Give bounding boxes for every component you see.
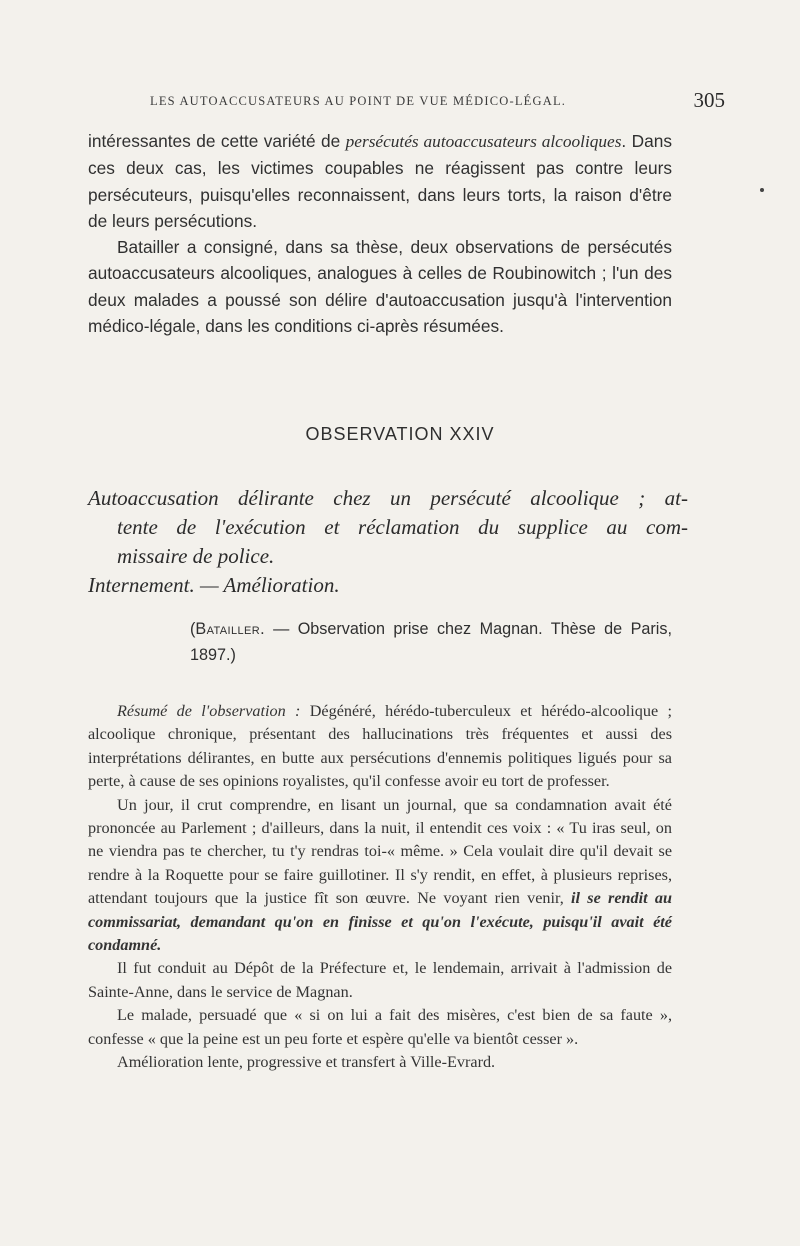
observation-title-line: Internement. — Amélioration. [88,573,340,597]
summary-paragraph-2: Un jour, il crut comprendre, en lisant un journal, que sa condamnation avait été prononcée au Parlement ; d'ailleurs, dans la nuit, il entendit ces voix : « Tu iras seul, on ne viendra pas te chercher, tu t'y rendras toi-« même. » Cela voulait dire qu'il devait se rendre à la Roquette pour se faire guillotiner. Il s'y rendit, en effet, à plusieurs reprises, attendant toujours que la justice fît son œuvre. Ne voyant rien venir, il se rendit au commissariat, demandant qu'on en finisse et qu'on l'exécute, puisqu'il avait été condamné. [88,795,673,955]
page-number: 305 [693,88,725,112]
summary-paragraph-3: Il fut conduit au Dépôt de la Préfecture et, le lendemain, arrivait à l'admission de Sainte-Anne, dans le service de Magnan. [88,959,672,1001]
observation-source: (Batailler. — Observation prise chez Magnan. Thèse de Paris, 1897.) [190,620,672,664]
observation-title-line: missaire de police. [117,544,275,568]
summary-emphasis: il se rendit au commissariat, demandant qu'on en finisse et qu'on l'exécute, puisqu'il avait été condamné. [88,889,673,955]
observation-summary [88,700,672,1075]
running-header: LES AUTOACCUSATEURS AU POINT DE VUE MÉDICO-LÉGAL. [150,94,567,108]
intro-italic-term: persécutés autoaccusateurs alcooliques [345,132,622,151]
observation-title [88,484,688,600]
summary-paragraph-5: Amélioration lente, progressive et transfert à Ville-Evrard. [117,1053,496,1072]
intro-paragraph-2: Batailler a consigné, dans sa thèse, deux observations de persécutés autoaccusateurs alcooliques, analogues à celles de Roubinowitch ; l'un des deux malades a poussé son délire d'autoaccusation jusqu'à l'intervention médico-légale, dans les conditions ci-après résumées. [88,237,672,337]
intro-text [88,128,672,339]
summary-paragraph-1: Résumé de l'observation : Dégénéré, hérédo-tuberculeux et hérédo-alcoolique ; alcoolique chronique, présentant des hallucinations très fréquentes et aussi des interprétations délirantes, en butte aux persécutions d'ennemis politiques ligués pour sa perte, à cause de ses opinions royalistes, qu'il confesse avoir eu tort de professer. [88,702,672,791]
observation-title-line: tente de l'exécution et réclamation du supplice au com- [117,515,688,539]
observation-title-line: Autoaccusation délirante chez un persécuté alcoolique ; at- [88,486,688,510]
intro-paragraph-1: intéressantes de cette variété de persécutés autoaccusateurs alcooliques. Dans ces deux cas, les victimes coupables ne réagissent pas contre leurs persécuteurs, puisqu'elles reconnaissent, dans leurs torts, la raison d'être de leurs persécutions. [88,131,672,231]
summary-label: Résumé de l'observation : [117,702,301,720]
source-author: Batailler [195,620,261,638]
summary-paragraph-4: Le malade, persuadé que « si on lui a fait des misères, c'est bien de sa faute », confesse « que la peine est un peu forte et espère qu'elle va bientôt cesser ». [88,1006,672,1048]
margin-mark [760,188,764,192]
observation-heading: OBSERVATION XXIV [305,424,495,444]
